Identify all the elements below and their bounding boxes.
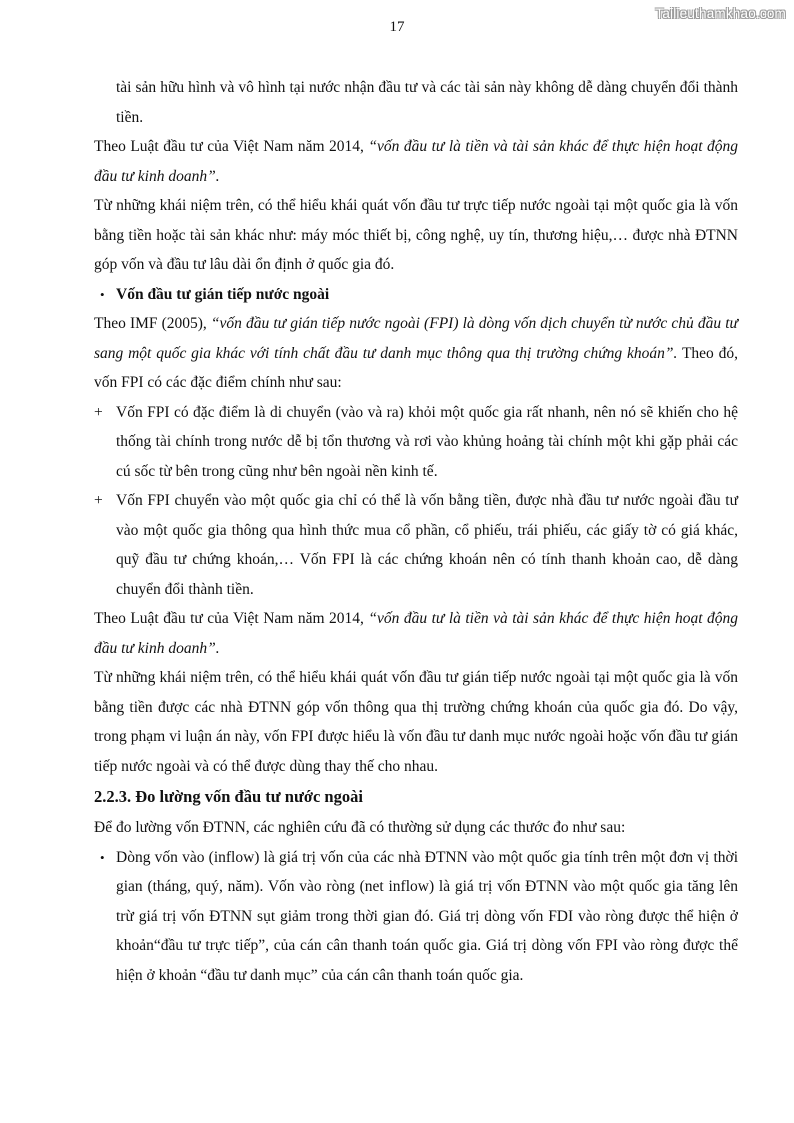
plus-icon: + (94, 492, 103, 509)
paragraph-continuation: tài sản hữu hình và vô hình tại nước nhận đầu tư và các tài sản này không dễ dàng chuyển đổi thành tiền. (116, 79, 738, 126)
paragraph-text: Theo Luật đầu tư của Việt Nam năm 2014, (94, 138, 369, 155)
list-item-text: Vốn FPI chuyển vào một quốc gia chỉ có thể là vốn bằng tiền, được nhà đầu tư nước ngoài đầu tư vào một quốc gia thông qua hình thức mua cổ phần, cổ phiếu, trái phiếu, các giấy tờ có giá khác, quỹ đầu tư chứng khoán,… Vốn FPI là các chứng khoán nên có tính thanh khoản cao, dễ dàng chuyển đổi thành tiền. (116, 492, 738, 598)
bullet-icon: • (100, 849, 105, 865)
paragraph-fdi-definition: Từ những khái niệm trên, có thể hiểu khái quát vốn đầu tư trực tiếp nước ngoài tại một quốc gia là vốn bằng tiền hoặc tài sản khác như: máy móc thiết bị, công nghệ, uy tín, thương hiệu,… được nhà ĐTNN góp vốn và đầu tư lâu dài ổn định ở quốc gia đó. (94, 197, 738, 273)
paragraph-investment-law (94, 132, 738, 191)
bullet-heading-row (94, 280, 738, 310)
paragraph-measurement-intro: Để đo lường vốn ĐTNN, các nghiên cứu đã có thường sử dụng các thước đo như sau: (94, 819, 626, 836)
bullet-heading: Vốn đầu tư gián tiếp nước ngoài (116, 285, 330, 303)
page-number: 17 (389, 19, 405, 35)
paragraph-fpi-definition: Từ những khái niệm trên, có thể hiểu khái quát vốn đầu tư gián tiếp nước ngoài tại một quốc gia là vốn bằng tiền được các nhà ĐTNN góp vốn thông qua thị trường chứng khoán của quốc gia đó. Do vậy, trong phạm vi luận án này, vốn FPI được hiểu là vốn đầu tư danh mục nước ngoài hoặc vốn đầu tư gián tiếp nước ngoài và có thể được dùng thay thế cho nhau. (94, 669, 738, 775)
list-item (94, 843, 738, 991)
quote: “vốn đầu tư là tiền và tài sản khác để thực hiện hoạt động đầu tư kinh doanh”. (94, 610, 739, 657)
plus-icon: + (94, 403, 103, 421)
document-body (94, 73, 738, 990)
section-heading: 2.2.3. Đo lường vốn đầu tư nước ngoài (94, 787, 363, 806)
paragraph-investment-law (94, 604, 738, 663)
list-item-text: Vốn FPI có đặc điểm là di chuyển (vào và ra) khỏi một quốc gia rất nhanh, nên nó sẽ khiến cho hệ thống tài chính trong nước dễ bị tổn thương và rơi vào khủng hoảng tài chính một khi gặp phải các cú sốc từ bên trong cũng như bên ngoài nền kinh tế. (116, 403, 738, 480)
list-item-text: Dòng vốn vào (inflow) là giá trị vốn của các nhà ĐTNN vào một quốc gia tính trên một đơn vị thời gian (tháng, quý, năm). Vốn vào ròng (net inflow) là giá trị vốn ĐTNN vào một quốc gia tăng lên trừ giá trị vốn ĐTNN sụt giảm trong thời gian đó. Giá trị dòng vốn FDI vào ròng được thể hiện ở khoản“đầu tư trực tiếp”, của cán cân thanh toán quốc gia. Giá trị dòng vốn FPI vào ròng được thể hiện ở khoản “đầu tư danh mục” của cán cân thanh toán quốc gia. (116, 848, 738, 984)
paragraph-imf-definition (94, 309, 738, 398)
paragraph-text: Theo Luật đầu tư của Việt Nam năm 2014, (94, 610, 369, 627)
bullet-icon: • (100, 286, 105, 302)
paragraph-lead: Theo IMF (2005), (94, 315, 211, 332)
paragraph-tail: Theo đó, vốn FPI có các đặc điểm chính như sau: (94, 344, 738, 391)
quote: “vốn đầu tư là tiền và tài sản khác để thực hiện hoạt động đầu tư kinh doanh”. (94, 138, 739, 185)
list-item (94, 486, 738, 604)
quote: “vốn đầu tư gián tiếp nước ngoài (FPI) là dòng vốn dịch chuyển từ nước chủ đầu tư sang một quốc gia khác với tính chất đầu tư danh mục thông qua thị trường chứng khoán”. (94, 315, 738, 362)
watermark: Tailieuthamkhao.com (655, 6, 786, 21)
list-item (94, 398, 738, 487)
